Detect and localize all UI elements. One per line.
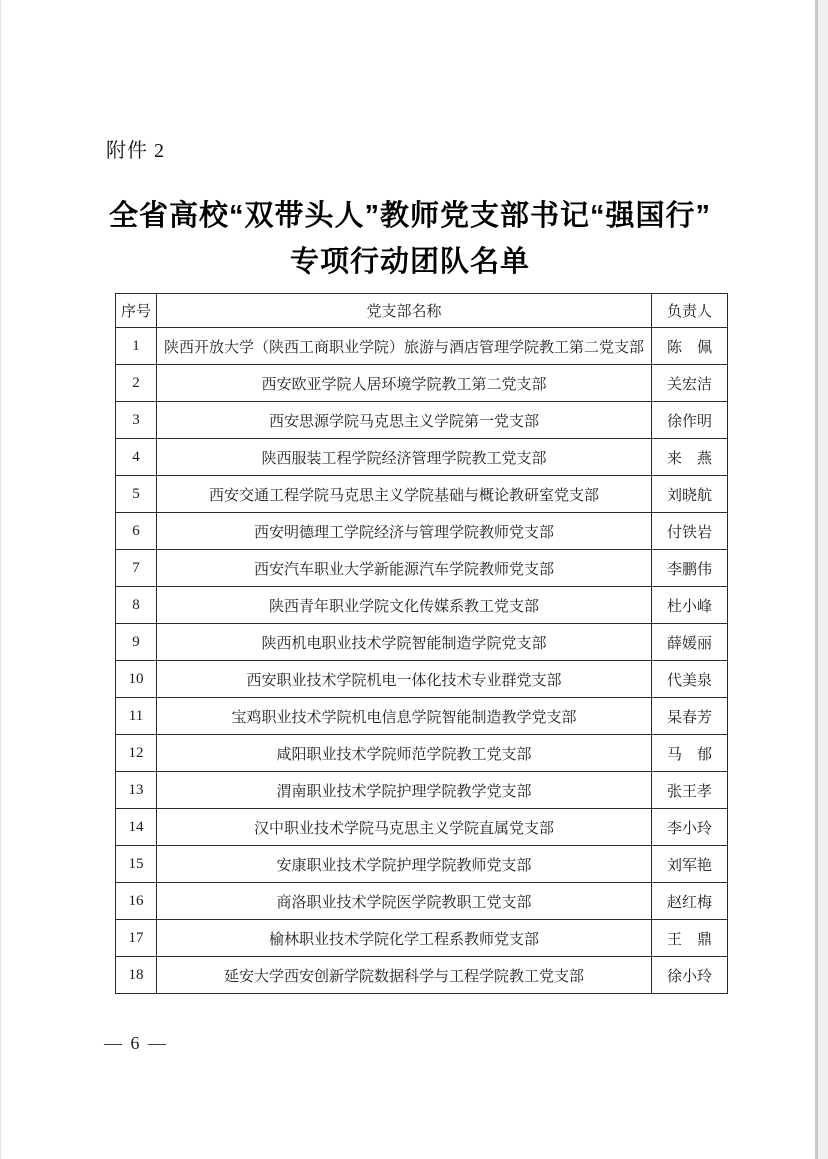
branch-name-cell: 西安职业技术学院机电一体化技术专业群党支部 [157, 661, 652, 698]
branch-table-header [116, 294, 728, 328]
attachment-label: 附件 2 [106, 140, 165, 162]
leader-name-cell: 徐小玲 [652, 957, 728, 994]
branch-name-cell: 榆林职业技术学院化学工程系教师党支部 [157, 920, 652, 957]
header-row [116, 294, 728, 328]
leader-name-cell: 刘晓航 [652, 476, 728, 513]
row-number: 16 [116, 883, 157, 920]
leader-name-cell: 马 郁 [652, 735, 728, 772]
table-row [116, 624, 728, 661]
leader-name-cell: 陈 佩 [652, 328, 728, 365]
table-row [116, 920, 728, 957]
branch-name-cell: 宝鸡职业技术学院机电信息学院智能制造教学党支部 [157, 698, 652, 735]
leader-name-cell: 杲春芳 [652, 698, 728, 735]
row-number: 10 [116, 661, 157, 698]
row-number: 9 [116, 624, 157, 661]
branch-name-cell: 西安思源学院马克思主义学院第一党支部 [157, 402, 652, 439]
table-row [116, 328, 728, 365]
table-row [116, 883, 728, 920]
row-number: 12 [116, 735, 157, 772]
table-row [116, 772, 728, 809]
leader-name-cell: 王 鼎 [652, 920, 728, 957]
branch-name-cell: 安康职业技术学院护理学院教师党支部 [157, 846, 652, 883]
leader-name-cell: 来 燕 [652, 439, 728, 476]
branch-name-cell: 渭南职业技术学院护理学院教学党支部 [157, 772, 652, 809]
table-row [116, 957, 728, 994]
table-row [116, 439, 728, 476]
row-number: 15 [116, 846, 157, 883]
leader-name-cell: 关宏洁 [652, 365, 728, 402]
page-title [1, 193, 819, 285]
leader-name-cell: 杜小峰 [652, 587, 728, 624]
branch-table-body [116, 328, 728, 994]
branch-name-cell: 咸阳职业技术学院师范学院教工党支部 [157, 735, 652, 772]
row-number: 5 [116, 476, 157, 513]
branch-name-cell: 陕西开放大学（陕西工商职业学院）旅游与酒店管理学院教工第二党支部 [157, 328, 652, 365]
branch-name-cell: 陕西机电职业技术学院智能制造学院党支部 [157, 624, 652, 661]
row-number: 17 [116, 920, 157, 957]
leader-name-cell: 徐作明 [652, 402, 728, 439]
branch-name-cell: 西安欧亚学院人居环境学院教工第二党支部 [157, 365, 652, 402]
table-row [116, 698, 728, 735]
branch-name-cell: 陕西服装工程学院经济管理学院教工党支部 [157, 439, 652, 476]
branch-name-cell: 延安大学西安创新学院数据科学与工程学院教工党支部 [157, 957, 652, 994]
leader-name-cell: 代美泉 [652, 661, 728, 698]
table-row [116, 809, 728, 846]
table-row [116, 846, 728, 883]
row-number: 4 [116, 439, 157, 476]
table-row [116, 550, 728, 587]
table-row [116, 513, 728, 550]
table-row [116, 365, 728, 402]
page-title-line2: 专项行动团队名单 [289, 246, 530, 278]
header-number: 序号 [116, 294, 157, 328]
leader-name-cell: 赵红梅 [652, 883, 728, 920]
row-number: 7 [116, 550, 157, 587]
table-row [116, 661, 728, 698]
table-row [116, 402, 728, 439]
row-number: 2 [116, 365, 157, 402]
row-number: 14 [116, 809, 157, 846]
table-row [116, 476, 728, 513]
row-number: 8 [116, 587, 157, 624]
leader-name-cell: 刘军艳 [652, 846, 728, 883]
header-branch-name: 党支部名称 [157, 294, 652, 328]
row-number: 1 [116, 328, 157, 365]
branch-table [115, 293, 728, 994]
row-number: 11 [116, 698, 157, 735]
branch-name-cell: 陕西青年职业学院文化传媒系教工党支部 [157, 587, 652, 624]
branch-name-cell: 西安交通工程学院马克思主义学院基础与概论教研室党支部 [157, 476, 652, 513]
leader-name-cell: 李鹏伟 [652, 550, 728, 587]
page-number: — 6 — [104, 1033, 168, 1053]
branch-name-cell: 西安明德理工学院经济与管理学院教师党支部 [157, 513, 652, 550]
branch-name-cell: 商洛职业技术学院医学院教职工党支部 [157, 883, 652, 920]
leader-name-cell: 付铁岩 [652, 513, 728, 550]
branch-name-cell: 西安汽车职业大学新能源汽车学院教师党支部 [157, 550, 652, 587]
header-leader: 负责人 [652, 294, 728, 328]
table-row [116, 735, 728, 772]
row-number: 3 [116, 402, 157, 439]
row-number: 13 [116, 772, 157, 809]
row-number: 18 [116, 957, 157, 994]
leader-name-cell: 张王孝 [652, 772, 728, 809]
table-row [116, 587, 728, 624]
page-title-line1: 全省高校“双带头人”教师党支部书记“强国行” [108, 200, 711, 232]
leader-name-cell: 薛媛丽 [652, 624, 728, 661]
page-edge-strip [818, 0, 828, 1159]
leader-name-cell: 李小玲 [652, 809, 728, 846]
row-number: 6 [116, 513, 157, 550]
branch-name-cell: 汉中职业技术学院马克思主义学院直属党支部 [157, 809, 652, 846]
